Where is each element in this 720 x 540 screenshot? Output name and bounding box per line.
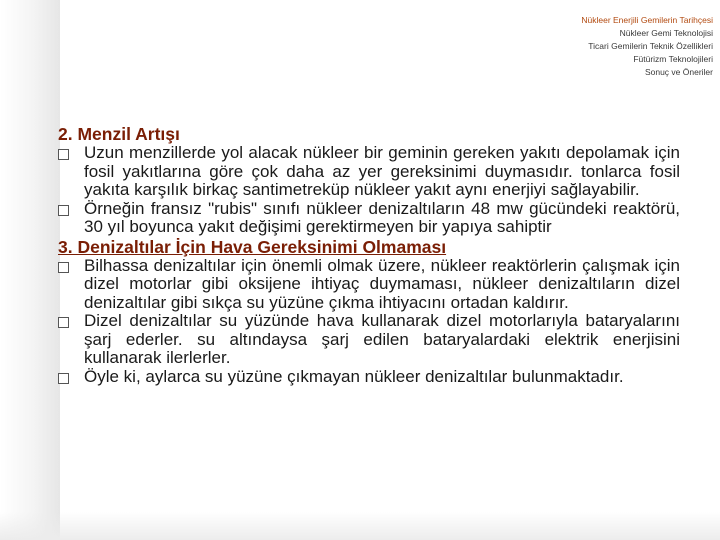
section-heading-air-requirement: 3. Denizaltılar İçin Hava Gereksinimi Olmaması <box>58 236 447 257</box>
left-gradient-band <box>0 0 60 540</box>
bullet-item <box>58 144 680 200</box>
bottom-gradient-band <box>0 512 720 540</box>
nav-item-technology[interactable]: Nükleer Gemi Teknolojisi <box>619 28 713 38</box>
bullet-item <box>58 257 680 313</box>
square-bullet-icon <box>58 149 69 160</box>
nav-item-commercial-specs[interactable]: Ticari Gemilerin Teknik Özellikleri <box>588 41 713 51</box>
bullet-text: Öyle ki, aylarca su yüzüne çıkmayan nükleer denizaltılar bulunmaktadır. <box>84 366 624 386</box>
bullet-item <box>58 312 680 368</box>
nav-item-history[interactable]: Nükleer Enerjili Gemilerin Tarihçesi <box>581 15 713 25</box>
bullet-text: Uzun menzillerde yol alacak nükleer bir geminin gereken yakıtı depolamak için fosil yakıtlarına göre çok daha az yer gereksinimi duymasıdır. tonlarca fosil yakıta karşılık birkaç santimetreküp nükleer yakıt aynı enerjiyi sağlayabilir. <box>84 143 680 199</box>
nav-item-conclusion[interactable]: Sonuç ve Öneriler <box>644 67 713 77</box>
header-nav <box>581 14 713 79</box>
bullet-item <box>58 368 680 387</box>
bullet-text: Örneğin fransız "rubis" sınıfı nükleer denizaltıların 48 mw gücündeki reaktörü, 30 yıl boyunca yakıt değişimi gerektirmeyen bir yapıya sahiptir <box>84 198 680 236</box>
slide-content <box>58 124 680 386</box>
bullet-item <box>58 200 680 237</box>
bullet-text: Bilhassa denizaltılar için önemli olmak üzere, nükleer reaktörlerin çalışmak için dizel motorlar gibi oksijene ihtiyaç duymaması, nükleer denizaltıların dizel denizaltılar gibi sıkça su yüzüne çıkma ihtiyacını ortadan kaldırır. <box>84 255 680 312</box>
square-bullet-icon <box>58 373 69 384</box>
square-bullet-icon <box>58 205 69 216</box>
square-bullet-icon <box>58 317 69 328</box>
nav-item-futurism[interactable]: Fütürizm Teknolojileri <box>633 54 713 64</box>
bullet-text: Dizel denizaltılar su yüzünde hava kullanarak dizel motorlarıyla bataryalarını şarj ederler. su altındaysa şarj edilen bataryalardaki elektrik enerjisini kullanarak ilerlerler. <box>84 311 680 367</box>
section-heading-range: 2. Menzil Artışı <box>58 124 180 144</box>
square-bullet-icon <box>58 262 69 273</box>
